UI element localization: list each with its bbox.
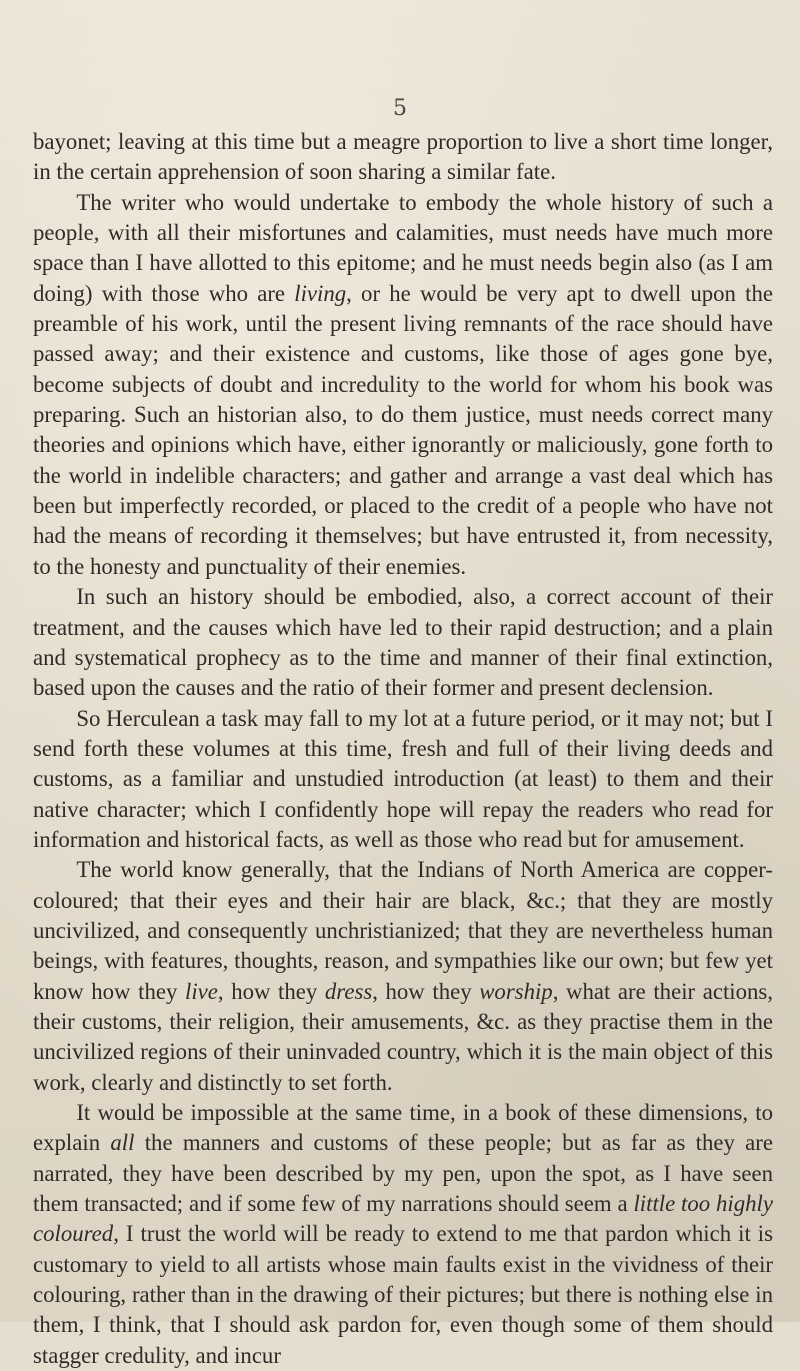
italic-text: all — [110, 1130, 135, 1156]
paragraph — [33, 704, 773, 856]
text-run: , how they — [372, 978, 480, 1004]
paragraph — [33, 1098, 773, 1371]
text-run: the manners and customs of these people; but as far as they are narrated, they have been described by my pen, upon the spot, as I have seen them transacted; and if some few of my narrations should seem a — [33, 1130, 773, 1217]
text-run: So Herculean a task may fall to my lot at a future period, or it may not; but I send forth these volumes at this time, fresh and full of their living deeds and customs, as a familiar and unstudied introduction (at least) to them and their native character; which I confidently hope will repay the readers who read for information and historical facts, as well as those who read but for amusement. — [33, 705, 773, 852]
italic-text: worship — [479, 978, 553, 1004]
italic-text: dress — [324, 978, 373, 1004]
paragraph — [33, 188, 773, 582]
text-run: , I trust the world will be ready to extend to me that pardon which it is customary to yield to all artists whose main faults exist in the vividness of their colouring, rather than in the drawing of their pictures; but there is nothing else in them, I think, that I should ask pardon for, even though some of them should stagger credulity, and incur — [33, 1221, 773, 1368]
text-run: The world know generally, that the Indians of North America are copper-coloured; that their eyes and their hair are black, &c.; that they are mostly uncivilized, and consequently unchristianized; that they are nevertheless human beings, with features, thoughts, reason, and sympathies like our own; but few yet know how they — [33, 857, 773, 1004]
paragraph — [33, 582, 773, 703]
text-run: In such an history should be embodied, also, a correct account of their treatment, and the causes which have led to their rapid destruction; and a plain and systematical prophecy as to the time and manner of their final extinction, based upon the causes and the ratio of their former and present declension. — [33, 584, 773, 701]
italic-text: little too highly coloured — [33, 1191, 773, 1247]
text-run: It would be impossible at the same time, in a book of these dimensions, to explain — [33, 1100, 773, 1156]
text-run: , how they — [217, 978, 325, 1004]
text-run: , what are their actions, their customs, their religion, their amusements, &c. as they practise them in the uncivilized regions of their uninvaded country, which it is the main object of this work, clearly and distinctly to set forth. — [33, 978, 773, 1095]
text-run: , or he would be very apt to dwell upon the preamble of his work, until the present living remnants of the race should have passed away; and their existence and customs, like those of ages gone bye, become subjects of doubt and incredulity to the world for whom his book was preparing. Such an historian also, to do them justice, must needs correct many theories and opinions which have, either ignorantly or maliciously, gone forth to the world in indelible characters; and gather and arrange a vast deal which has been but imperfectly recorded, or placed to the credit of a people who have not had the means of recording it themselves; but have entrusted it, from necessity, to the honesty and punctuality of their enemies. — [33, 280, 773, 579]
paragraph — [33, 127, 773, 188]
body-text — [33, 127, 773, 1371]
text-run: bayonet; leaving at this time but a meagre proportion to live a short time longer, in the certain apprehension of soon sharing a similar fate. — [33, 129, 773, 185]
italic-text: live — [184, 978, 218, 1004]
page-number: 5 — [393, 96, 407, 121]
text-run: The writer who would undertake to embody the whole history of such a people, with all their misfortunes and calamities, must needs have much more space than I have allotted to this epitome; and he must needs begin also (as I am doing) with those who are — [33, 189, 773, 306]
italic-text: living — [294, 280, 347, 306]
paragraph — [33, 855, 773, 1098]
